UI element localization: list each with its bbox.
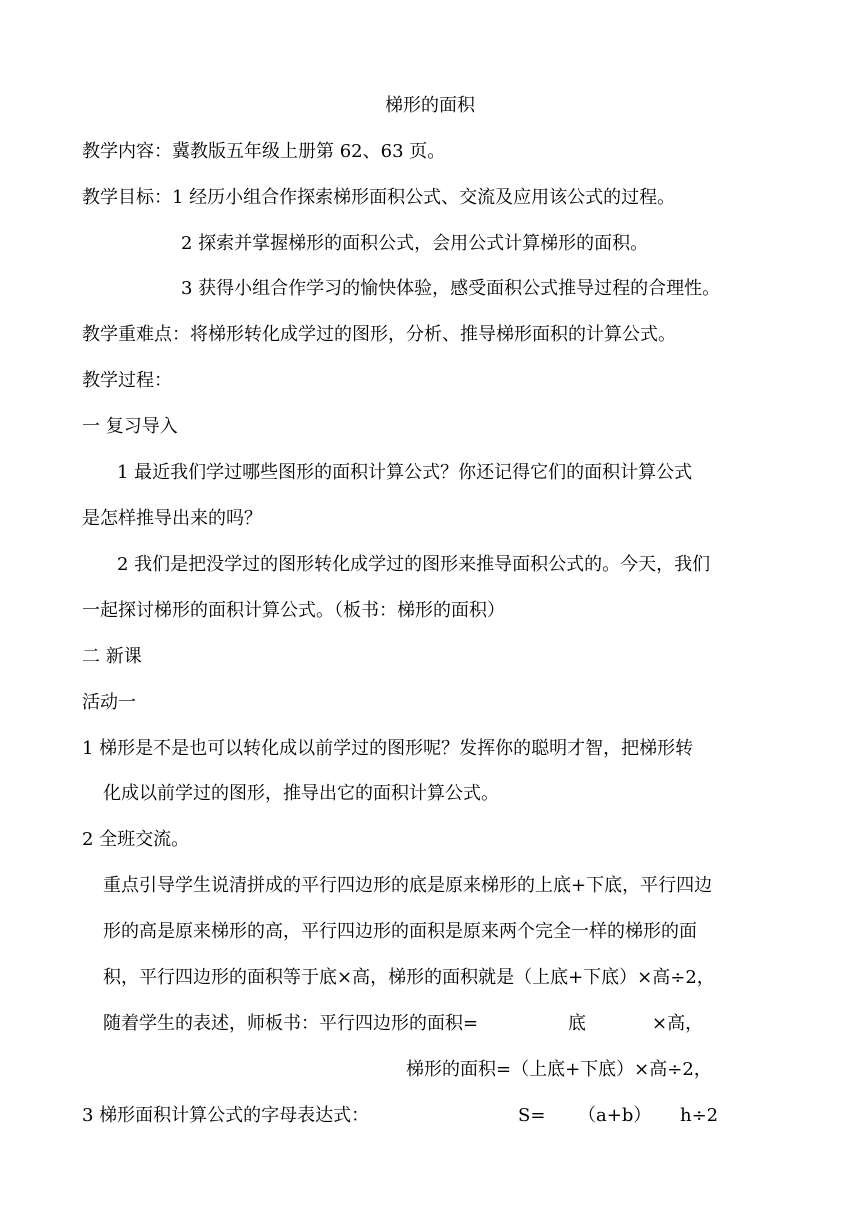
board-writing-height: ×高， [652,1013,704,1034]
discussion-line-3: 积，平行四边形的面积等于底×高，梯形的面积就是（上底+下底）×高÷2， [103,967,715,988]
activity-heading: 活动一 [82,692,136,713]
review-question-2-line-2: 一起探讨梯形的面积计算公式。（板书：梯形的面积） [82,600,505,621]
formula-a-plus-b: （a+b） [578,1105,652,1126]
board-writing-prefix: 随着学生的表述，师板书：平行四边形的面积= [103,1013,479,1034]
review-question-1-line-2: 是怎样推导出来的吗？ [82,508,262,529]
key-points: 教学重难点：将梯形转化成学过的图形，分析、推导梯形面积的计算公式。 [82,324,676,345]
discussion-line-1: 重点引导学生说清拼成的平行四边形的底是原来梯形的上底+下底，平行四边 [103,875,713,896]
teaching-goal-2: 2 探索并掌握梯形的面积公式，会用公式计算梯形的面积。 [181,233,649,254]
activity-item-2: 2 全班交流。 [82,829,190,850]
formula-s: S= [518,1105,546,1126]
board-writing-trapezoid-formula: 梯形的面积=（上底+下底）×高÷2， [406,1059,712,1080]
review-question-2-line-1: 2 我们是把没学过的图形转化成学过的图形来推导面积公式的。今天，我们 [117,554,711,575]
discussion-line-2: 形的高是原来梯形的高，平行四边形的面积是原来两个完全一样的梯形的面 [103,921,697,942]
activity-item-1-line-1: 1 梯形是不是也可以转化成以前学过的图形呢？发挥你的聪明才智，把梯形转 [82,738,694,759]
teaching-content: 教学内容：冀教版五年级上册第 62、63 页。 [82,141,446,162]
teaching-goal-3: 3 获得小组合作学习的愉快体验，感受面积公式推导过程的合理性。 [181,278,721,299]
board-writing-base: 底 [568,1013,586,1034]
teaching-process-heading: 教学过程： [82,370,172,391]
activity-item-1-line-2: 化成以前学过的图形，推导出它的面积计算公式。 [103,783,499,804]
teaching-goal-1: 教学目标：1 经历小组合作探索梯形面积公式、交流及应用该公式的过程。 [82,187,676,208]
section-heading-new-lesson: 二 新课 [82,646,142,667]
section-heading-review: 一 复习导入 [82,416,178,437]
page-title: 梯形的面积 [385,95,475,116]
review-question-1-line-1: 1 最近我们学过哪些图形的面积计算公式？你还记得它们的面积计算公式 [117,462,693,483]
formula-h: h÷2 [680,1105,719,1126]
activity-item-3: 3 梯形面积计算公式的字母表达式： [82,1105,370,1126]
